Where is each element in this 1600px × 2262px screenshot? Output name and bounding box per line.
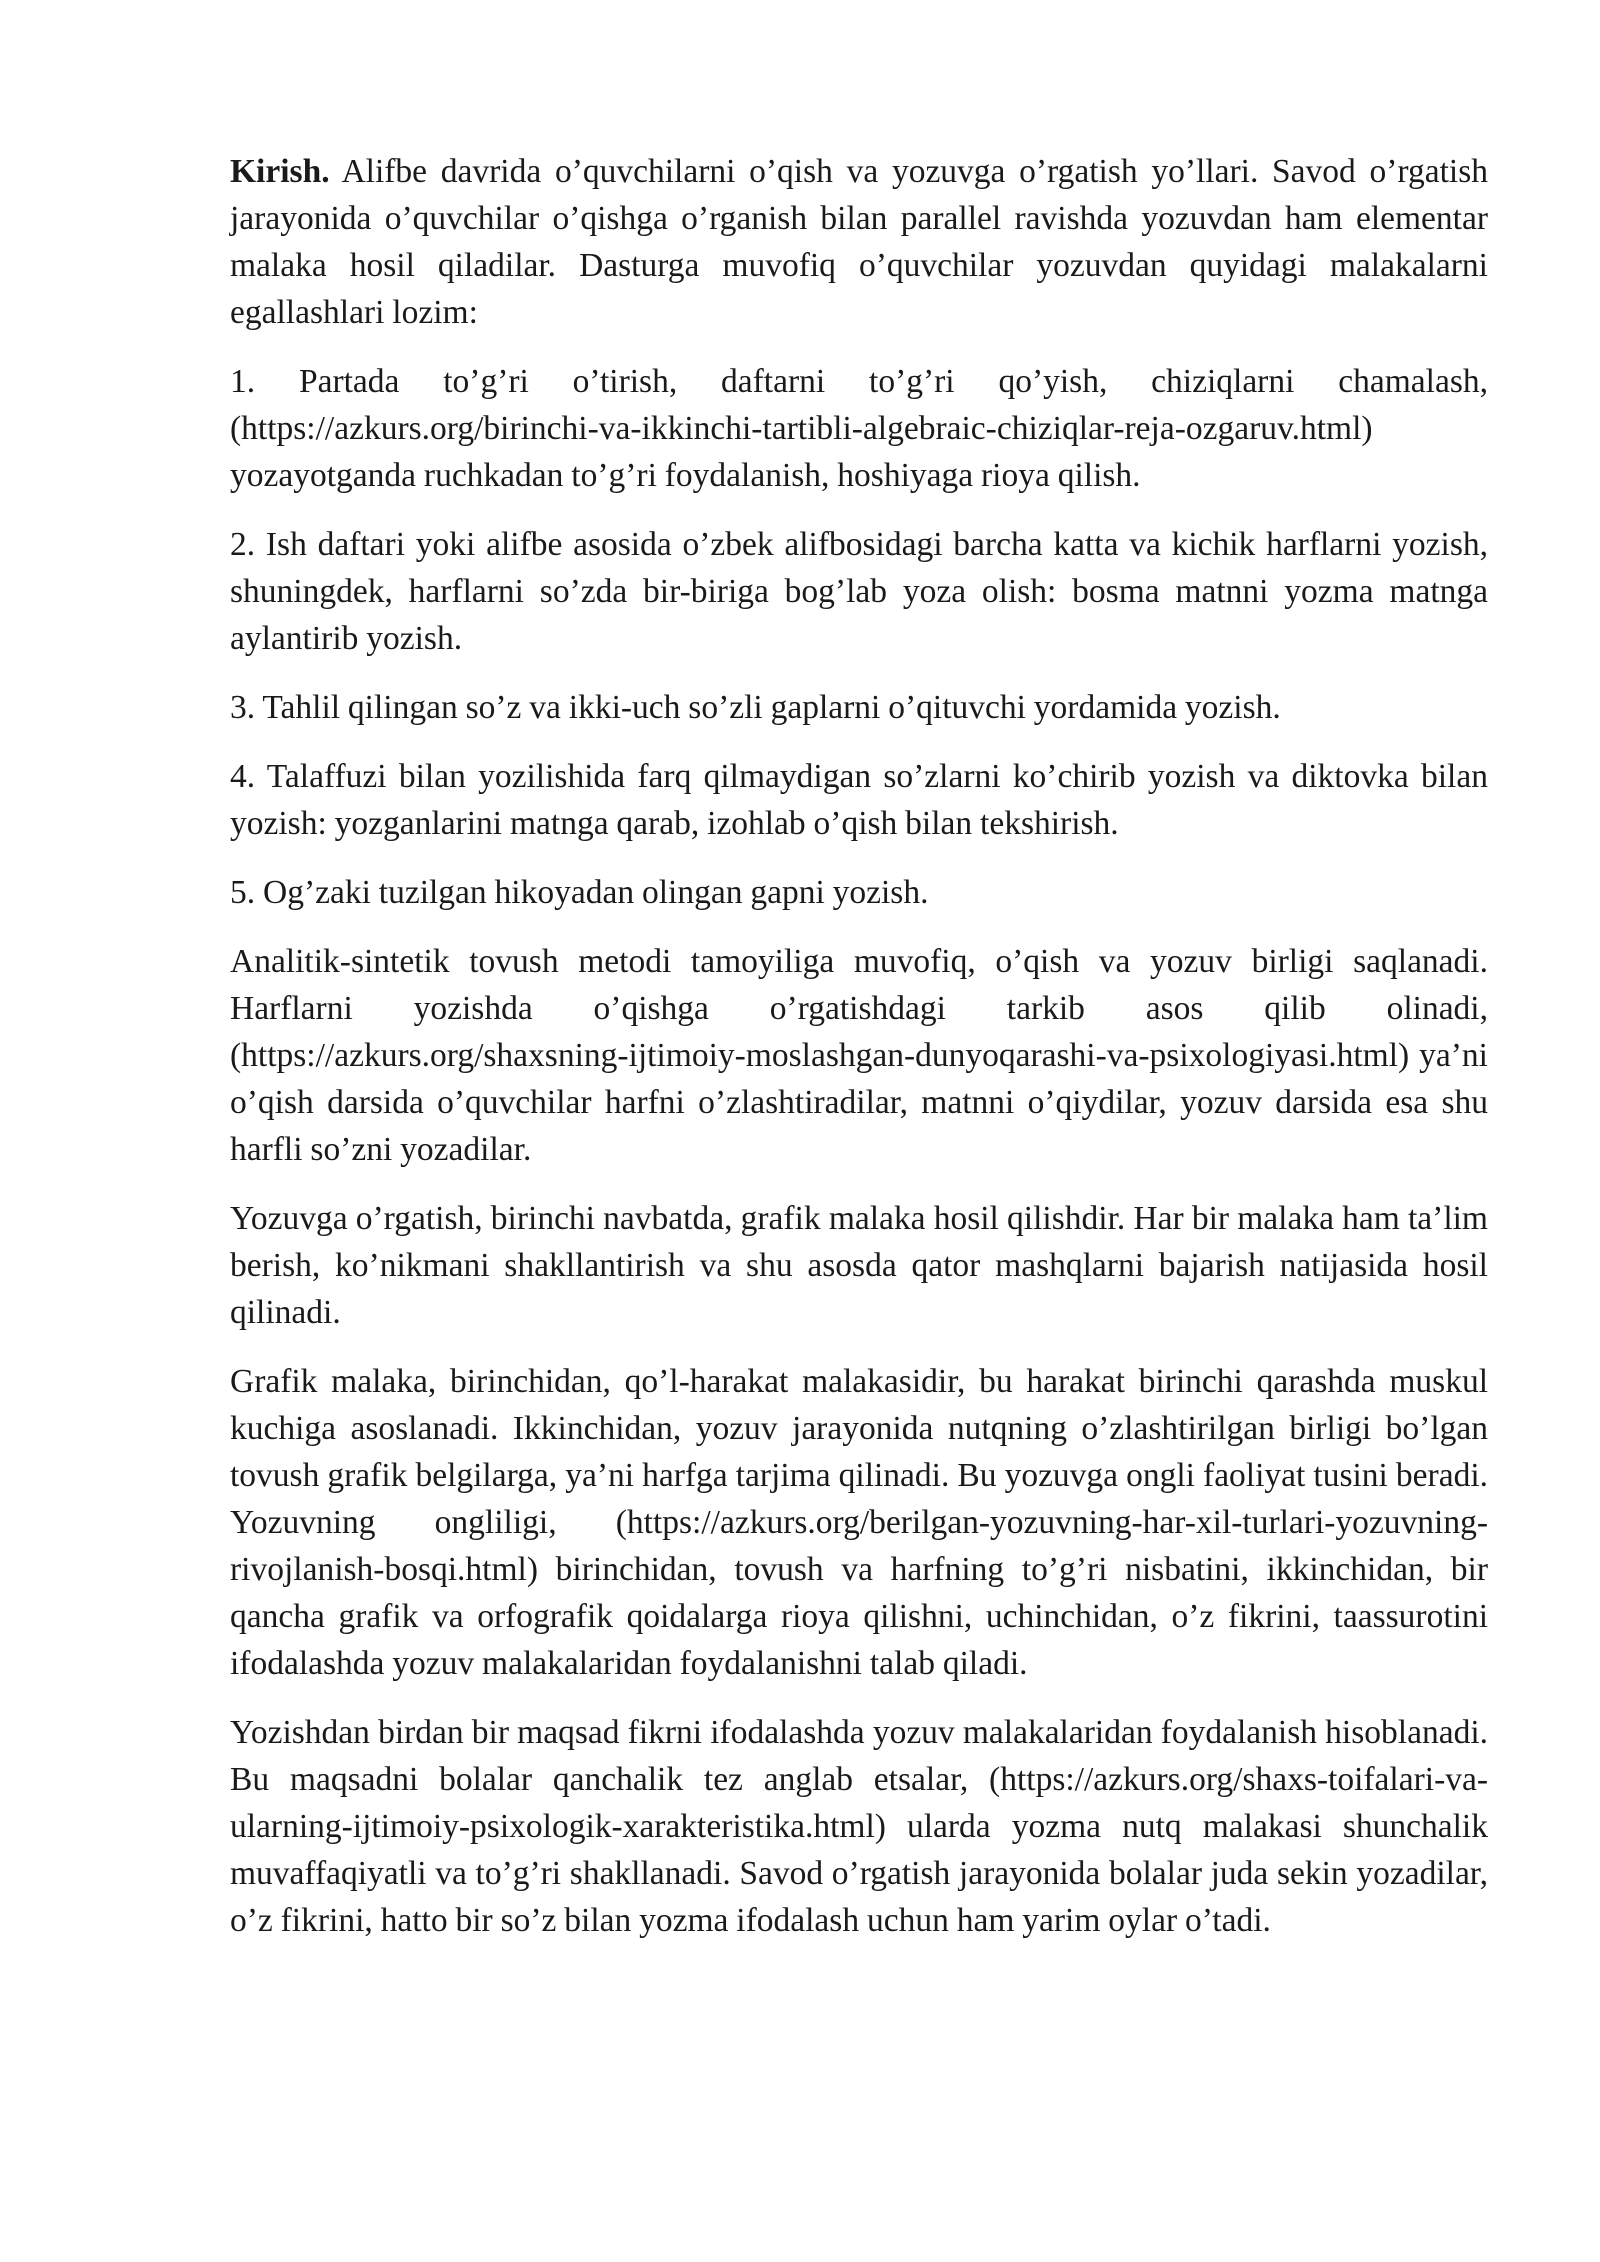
intro-paragraph bbox=[230, 148, 1488, 336]
list-item-4: 4. Talaffuzi bilan yozilishida farq qilmaydigan so’zlarni ko’chirib yozish va diktovka bilan yozish: yozganlarini matnga qarab, izohlab o’qish bilan tekshirish. bbox=[230, 758, 1488, 842]
list-item-2: 2. Ish daftari yoki alifbe asosida o’zbek alifbosidagi barcha katta va kichik harflarni yozish, shuningdek, harflarni so’zda bir-biriga bog’lab yoza olish: bosma matnni yozma matnga aylantirib yozish. bbox=[230, 526, 1488, 657]
list-item-5: 5. Og’zaki tuzilgan hikoyadan olingan gapni yozish. bbox=[230, 874, 929, 911]
body-paragraph-purpose: Yozishdan birdan bir maqsad fikrni ifodalashda yozuv malakalaridan foydalanish hisoblanadi. Bu maqsadni bolalar qanchalik tez anglab etsalar, (https://azkurs.org/shaxs-toifalari-va-ularning-ijtimoiy-psixologik-xarakteristika.html) ularda yozma nutq malakasi shunchalik muvaffaqiyatli va to’g’ri shakllanadi. Savod o’rgatish jarayonida bolalar juda sekin yozadilar, o’z fikrini, hatto bir so’z bilan yozma ifodalash uchun ham yarim oylar o’tadi. bbox=[230, 1714, 1488, 1939]
list-item-1: 1. Partada to’g’ri o’tirish, daftarni to’g’ri qo’yish, chiziqlarni chamalash, (https://azkurs.org/birinchi-va-ikkinchi-tartibli-algebraic-chiziqlar-reja-ozgaruv.html) yozayotganda ruchkadan to’g’ri foydalanish, hoshiyaga rioya qilish. bbox=[230, 363, 1488, 494]
intro-text: Alifbe davrida o’quvchilarni o’qish va yozuvga o’rgatish yo’llari. Savod o’rgatish jarayonida o’quvchilar o’qishga o’rganish bilan parallel ravishda yozuvdan ham elementar malaka hosil qiladilar. Dasturga muvofiq o’quvchilar yozuvdan quyidagi malakalarni egallashlari lozim: bbox=[230, 153, 1488, 331]
list-item-3: 3. Tahlil qilingan so’z va ikki-uch so’zli gaplarni o’qituvchi yordamida yozish. bbox=[230, 689, 1281, 726]
document-page bbox=[230, 148, 1488, 1966]
body-paragraph-writing: Yozuvga o’rgatish, birinchi navbatda, grafik malaka hosil qilishdir. Har bir malaka ham ta’lim berish, ko’nikmani shakllantirish va shu asosda qator mashqlarni bajarish natijasida hosil qilinadi. bbox=[230, 1200, 1488, 1331]
body-paragraph-graphic: Grafik malaka, birinchidan, qo’l-harakat malakasidir, bu harakat birinchi qarashda muskul kuchiga asoslanadi. Ikkinchidan, yozuv jarayonida nutqning o’zlashtirilgan birligi bo’lgan tovush grafik belgilarga, ya’ni harfga tarjima qilinadi. Bu yozuvga ongli faoliyat tusini beradi. Yozuvning ongliligi, (https://azkurs.org/berilgan-yozuvning-har-xil-turlari-yozuvning-rivojlanish-bosqi.html) birinchidan, tovush va harfning to’g’ri nisbatini, ikkinchidan, bir qancha grafik va orfografik qoidalarga rioya qilishni, uchinchidan, o’z fikrini, taassurotini ifodalashda yozuv malakalaridan foydalanishni talab qiladi. bbox=[230, 1363, 1488, 1682]
body-paragraph-analytic: Analitik-sintetik tovush metodi tamoyiliga muvofiq, o’qish va yozuv birligi saqlanadi. Harflarni yozishda o’qishga o’rgatishdagi tarkib asos qilib olinadi, (https://azkurs.org/shaxsning-ijtimoiy-moslashgan-dunyoqarashi-va-psixologiyasi.html) ya’ni o’qish darsida o’quvchilar harfni o’zlashtiradilar, matnni o’qiydilar, yozuv darsida esa shu harfli so’zni yozadilar. bbox=[230, 943, 1488, 1168]
intro-heading: Kirish. bbox=[230, 153, 330, 190]
